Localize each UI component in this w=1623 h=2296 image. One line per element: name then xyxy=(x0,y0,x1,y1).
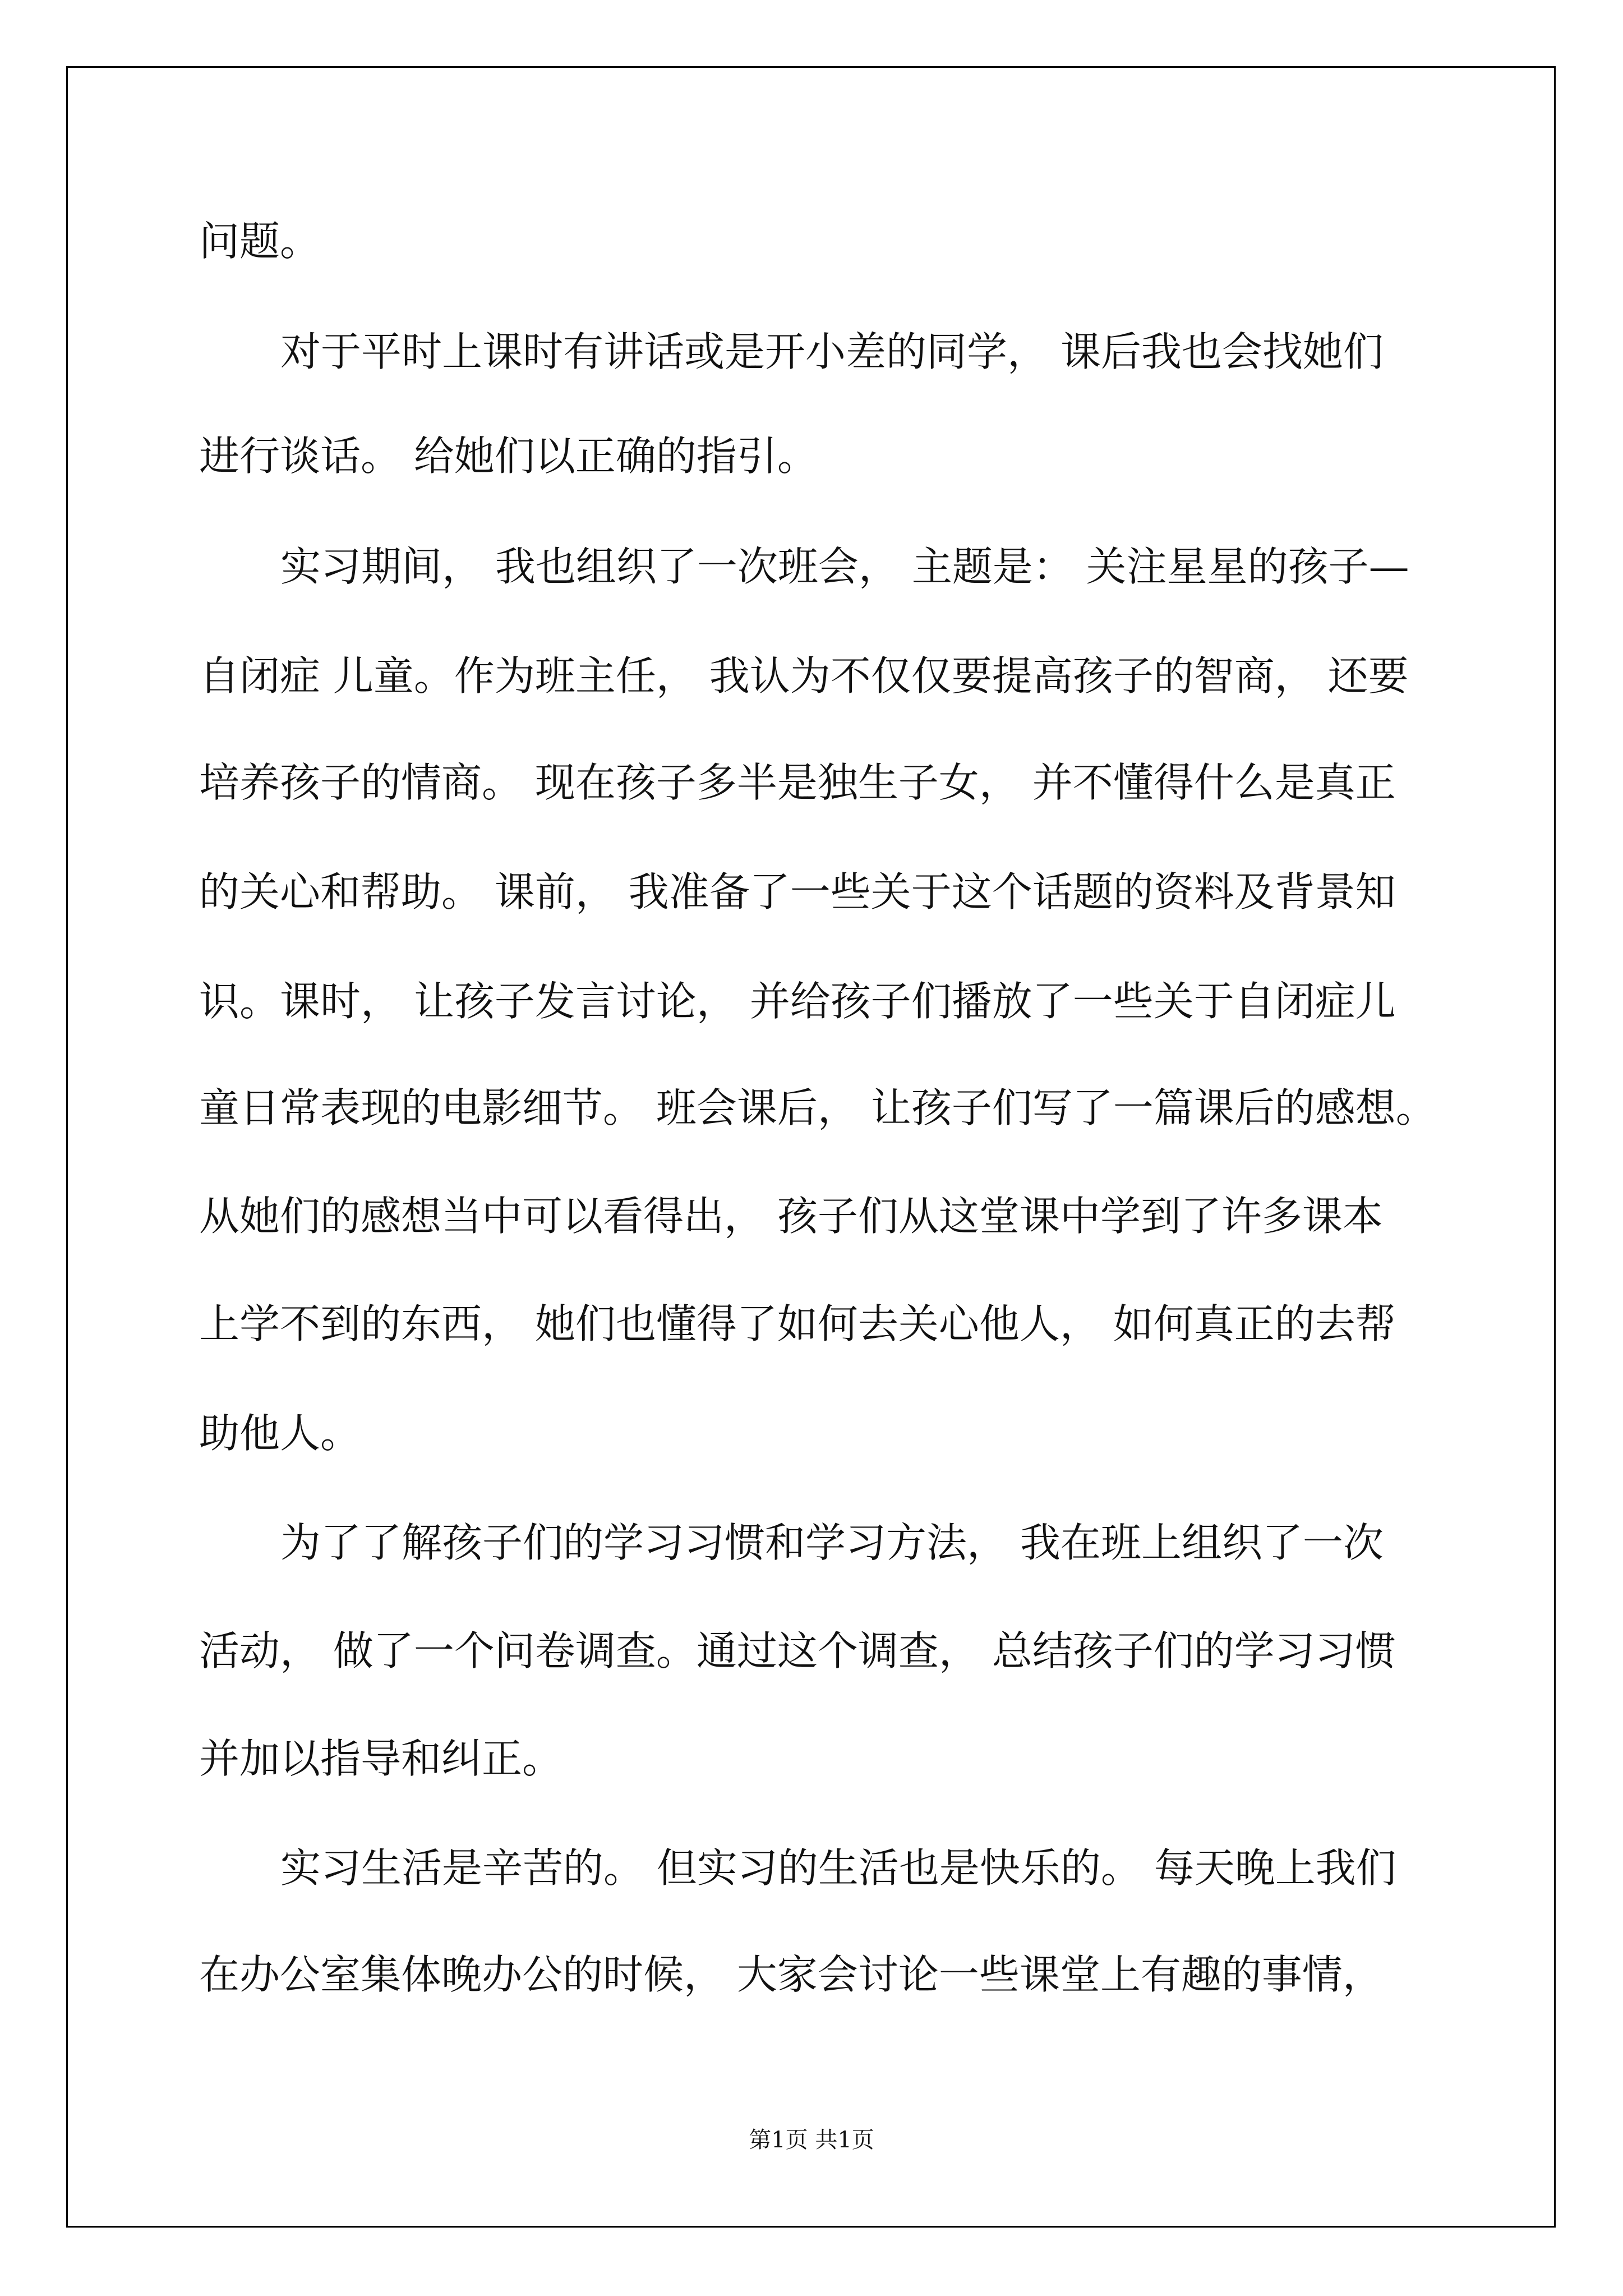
text-line-7: 的关心和帮助。 课前， 我准备了一些关于这个话题的资料及背景知 xyxy=(199,868,1396,915)
text-line-11: 上学不到的东西， 她们也懂得了如何去关心他人， 如何真正的去帮 xyxy=(199,1300,1396,1347)
text-line-3: 进行谈话。 给她们以正确的指引。 xyxy=(199,432,818,480)
text-line-2: 对于平时上课时有讲话或是开小差的同学， 课后我也会找她们 xyxy=(280,328,1384,375)
text-line-1: 问题。 xyxy=(199,218,321,265)
text-line-13: 为了了解孩子们的学习习惯和学习方法， 我在班上组织了一次 xyxy=(280,1519,1384,1566)
text-line-9: 童日常表现的电影细节。 班会课后， 让孩子们写了一篇课后的感想。 xyxy=(199,1084,1436,1131)
text-line-10: 从她们的感想当中可以看得出， 孩子们从这堂课中学到了许多课本 xyxy=(199,1193,1383,1240)
text-line-4: 实习期间， 我也组织了一次班会， 主题是： 关注星星的孩子— xyxy=(280,543,1409,590)
text-line-14: 活动， 做了一个问卷调查。通过这个调查， 总结孩子们的学习习惯 xyxy=(199,1627,1396,1674)
text-line-8: 识。课时， 让孩子发言讨论， 并给孩子们播放了一些关于自闭症儿 xyxy=(199,978,1396,1025)
text-line-15: 并加以指导和纠正。 xyxy=(199,1735,563,1782)
text-line-6: 培养孩子的情商。 现在孩子多半是独生子女， 并不懂得什么是真正 xyxy=(199,759,1396,806)
text-line-12: 助他人。 xyxy=(199,1410,361,1457)
text-line-5: 自闭症 儿童。作为班主任， 我认为不仅仅要提高孩子的智商， 还要 xyxy=(199,652,1409,700)
text-line-16: 实习生活是辛苦的。 但实习的生活也是快乐的。 每天晚上我们 xyxy=(280,1844,1396,1892)
text-line-17: 在办公室集体晚办公的时候， 大家会讨论一些课堂上有趣的事情， xyxy=(199,1951,1383,1998)
page-border xyxy=(66,66,1556,2228)
page-number-footer: 第1页 共1页 xyxy=(749,2127,874,2153)
